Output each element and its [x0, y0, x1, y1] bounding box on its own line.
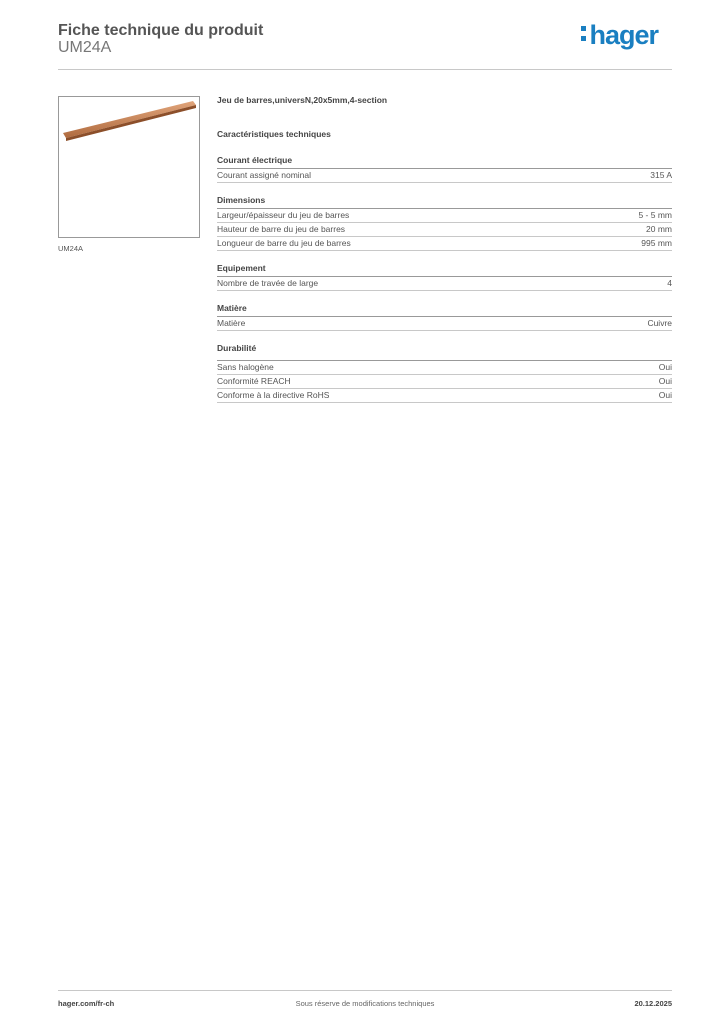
spec-value: 315 A: [650, 170, 672, 180]
spec-group-courant: [217, 155, 672, 183]
spec-value: 995 mm: [641, 238, 672, 248]
spec-row: [217, 209, 672, 223]
group-title: Durabilité: [217, 343, 672, 361]
footer-disclaimer: Sous réserve de modifications techniques: [295, 999, 435, 1008]
spec-row: [217, 223, 672, 237]
spec-label: Hauteur de barre du jeu de barres: [217, 224, 346, 234]
spec-group-durabilite: [217, 343, 672, 403]
group-title: Courant électrique: [217, 155, 672, 169]
product-reference: UM24A: [58, 39, 112, 56]
logo-dots-icon: [581, 26, 586, 42]
image-caption: UM24A: [58, 244, 84, 253]
spec-content: [217, 95, 672, 403]
spec-label: Nombre de travée de large: [217, 278, 319, 288]
logo-text: hager: [589, 20, 658, 50]
group-title: Matière: [217, 303, 672, 317]
spec-row: [217, 361, 672, 375]
group-title: Dimensions: [217, 195, 672, 209]
spec-label: Conforme à la directive RoHS: [217, 390, 330, 400]
spec-label: Largeur/épaisseur du jeu de barres: [217, 210, 350, 220]
product-image: [58, 96, 200, 238]
spec-row: [217, 169, 672, 183]
spec-group-equipement: [217, 263, 672, 291]
spec-value: 20 mm: [646, 224, 672, 234]
spec-value: Oui: [658, 390, 672, 400]
spec-value: 5 - 5 mm: [638, 210, 672, 220]
specs-heading: Caractéristiques techniques: [217, 129, 331, 139]
product-name: Jeu de barres,universN,20x5mm,4-section: [217, 95, 388, 105]
spec-label: Conformité REACH: [217, 376, 291, 386]
document-title: Fiche technique du produit: [58, 22, 264, 39]
page-footer: [58, 990, 672, 1015]
spec-row: [217, 277, 672, 291]
copper-busbar-image: [59, 97, 199, 237]
spec-value: Oui: [658, 376, 672, 386]
spec-group-matiere: [217, 303, 672, 331]
spec-row: [217, 389, 672, 403]
spec-label: Sans halogène: [217, 362, 274, 372]
page-header: [58, 20, 672, 70]
hager-logo: [581, 20, 658, 51]
spec-value: 4: [667, 278, 672, 288]
spec-row: [217, 375, 672, 389]
footer-website-link[interactable]: hager.com/fr-ch: [58, 999, 115, 1008]
spec-value: Cuivre: [647, 318, 672, 328]
spec-row: [217, 237, 672, 251]
spec-label: Matière: [217, 318, 246, 328]
spec-label: Courant assigné nominal: [217, 170, 312, 180]
spec-group-dimensions: [217, 195, 672, 251]
spec-row: [217, 317, 672, 331]
footer-date: 20.12.2025: [634, 999, 672, 1008]
group-title: Equipement: [217, 263, 672, 277]
spec-label: Longueur de barre du jeu de barres: [217, 238, 351, 248]
spec-value: Oui: [658, 362, 672, 372]
